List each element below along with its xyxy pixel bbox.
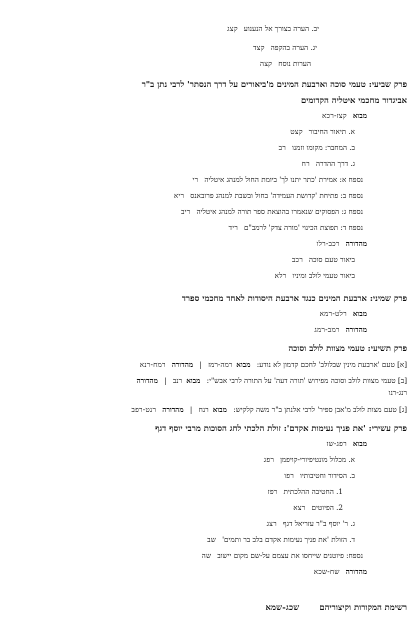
- toc-entry: [290, 127, 355, 137]
- toc-entry: [229, 223, 363, 233]
- entry-label: נספח ב: פתיחת 'קדושת העמידה' בחול ובשבת למנהג פרובאנס: [190, 191, 363, 200]
- entry-page: רי: [192, 175, 199, 184]
- edition-label: מהדורה: [162, 405, 184, 414]
- toc-entry: [326, 439, 367, 449]
- entry-page: רצא: [293, 503, 306, 512]
- entry-label: נספח ד: תפוצת הכינוי 'מורה צדק' לרמב"ם: [244, 223, 363, 232]
- entry-label: מהדורה: [345, 325, 367, 334]
- entry-label: נספח: פיוטנים שייחסו את עצמם על-שם מקום יישוב: [217, 551, 363, 560]
- entry-page: ריא: [173, 191, 185, 200]
- entry-page: קצה: [259, 59, 273, 68]
- entry-label: נספח א: אמירת 'כתר יתנו לך' ביומת החול למנהג איטליה: [204, 175, 363, 184]
- entry-label: יב. הערה בצורך אל הנענוע: [243, 24, 319, 33]
- toc-entry: [174, 191, 363, 201]
- entry-page: קצג: [227, 24, 238, 33]
- entry-label: ג. דרך ההדרה: [315, 159, 355, 168]
- entry-page: רפג-שז: [326, 439, 347, 448]
- entry-page: קצז-רכא: [322, 111, 347, 120]
- toc-entry: [284, 471, 355, 481]
- bibliography-label: רשימת המקורות וקיצוריהם: [319, 602, 407, 612]
- edition-label: מהדורה: [136, 376, 158, 385]
- entry-label: [א] טעם 'ארבעת מינין שבלולב' לחכם קדמון לא נודע:: [256, 360, 407, 369]
- entry-page: רח: [301, 159, 310, 168]
- entry-label: ב. הסידור וחטיבותיו: [300, 471, 355, 480]
- toc-entry: [ב] טעמי מצוות לולב וסוכה מפירוש 'תורה דעה' על התורה לרבי אבש"י: מבוארנב | מהדורה: [136, 376, 407, 385]
- chapter-heading: פרק תשיעי: טעמי מצוות לולב וסוכה: [288, 343, 407, 353]
- entry-label: ביאור טעמי לולב ומיניו: [292, 271, 355, 280]
- entry-page: ריד: [228, 223, 239, 232]
- toc-entry: [275, 271, 355, 281]
- toc-entry: [227, 24, 319, 34]
- edition-page: רנט-רפב: [131, 405, 157, 414]
- entry-page: רפג: [263, 455, 275, 464]
- toc-entry: [260, 59, 311, 69]
- entry-label: ב. המחבר: מקומו וזמנו: [292, 143, 355, 152]
- toc-entry: [264, 455, 355, 465]
- entry-label: הערות נוסח: [278, 59, 311, 68]
- entry-label: [ב] טעמי מצוות לולב וסוכה מפירוש 'תורה דעה' על התורה לרבי אבש"י:: [206, 376, 407, 385]
- entry-label: א. תיאור החיבור: [308, 127, 355, 136]
- entry-label: מבוא: [352, 309, 367, 318]
- entry-page: רנג-רנו: [388, 388, 407, 397]
- entry-page: רפז: [267, 487, 278, 496]
- entry-label: נספח ג: הפסוקים שנאמרו בהוצאת ספר תורה למנהג איטליה: [196, 207, 363, 216]
- intro-page: רמה-רמז: [208, 360, 233, 369]
- toc-entry: [302, 159, 355, 169]
- toc-entry: [253, 43, 317, 53]
- toc-entry: [267, 519, 355, 529]
- entry-label: ד. הזולת 'את פניך נעימות אקדם בלב בר ותמים': [222, 535, 355, 544]
- chapter-heading: פרק שביעי: טעמי סוכה וארבעת המינים מ'ביאורים על דרך הנסתר' לרבי נתן ב"ר: [141, 79, 407, 89]
- entry-label: [ג] טעם מצות לולב מ'אבן ספיר' לרבי אלנתן ב"ר משה קלקיש:: [233, 405, 407, 414]
- entry-label: 2. הפיוטים: [311, 503, 343, 512]
- toc-entry: [314, 325, 367, 335]
- entry-label: מבוא: [352, 111, 367, 120]
- toc-entry: [317, 239, 367, 249]
- entry-label: מהדורה: [345, 567, 367, 576]
- entry-label: ג. ר' יוסף ב"ר עזריאל דגף: [282, 519, 355, 528]
- entry-page: שה: [201, 551, 212, 560]
- intro-page: רנח: [198, 405, 209, 414]
- entry-page: רצג: [266, 519, 277, 528]
- toc-entry: [202, 551, 363, 561]
- toc-entry: [268, 487, 343, 497]
- entry-label: 1. החטיבה ההלכתית: [283, 487, 343, 496]
- toc-entry: [320, 309, 367, 319]
- toc-entry: [293, 503, 343, 513]
- toc-entry: [207, 535, 355, 545]
- toc-entry: [314, 567, 367, 577]
- entry-page: ריב: [181, 207, 191, 216]
- chapter-heading: פרק עשירי: 'את פניך נעימות אקדם': זולת הלכתי לחג הסוכות מרבי יוסף דגף: [155, 423, 407, 433]
- toc-entry: [279, 143, 355, 153]
- entry-page: רלט-רמא: [319, 309, 347, 318]
- edition-label: מהדורה: [171, 360, 194, 369]
- intro-page: רנב: [172, 376, 183, 385]
- entry-page: רב: [278, 143, 286, 152]
- intro-label: מבוא: [212, 405, 227, 414]
- toc-entry: [292, 255, 355, 265]
- toc-entry: [181, 207, 363, 217]
- entry-page: רכב: [291, 255, 303, 264]
- bibliography-page: שכג-שמא: [265, 602, 300, 612]
- intro-label: מבוא: [186, 376, 201, 385]
- entry-page: רפו: [284, 471, 295, 480]
- entry-page: רלא: [274, 271, 287, 280]
- chapter-heading: פרק שמיני: ארבעת המינים כנגד ארבעת היסודות לאחד מחכמי ספרד: [181, 293, 407, 303]
- entry-label: מהדורה: [345, 239, 367, 248]
- intro-label: מבוא: [236, 360, 251, 369]
- toc-entry: [193, 175, 363, 185]
- entry-label: א. מכלול מונטיפיורי-קויפמן: [280, 455, 355, 464]
- toc-entry: [א] טעם 'ארבעת מינין שבלולב' לחכם קדמון לא נודע: מבוארמה-רמז | מהדורהרמח-רנא: [139, 360, 407, 369]
- entry-page: קצט: [290, 127, 303, 136]
- toc-entry-continued: [389, 388, 407, 398]
- chapter-heading-cont: אביגדור מחכמי איטליה הקדומים: [300, 95, 407, 105]
- entry-page: שח-שכא: [313, 567, 340, 576]
- entry-label: יג. הערה בהקפה: [270, 43, 317, 52]
- entry-page: קצד: [253, 43, 265, 52]
- entry-label: ביאור טעם סוכה: [308, 255, 355, 264]
- bibliography-entry: [0, 602, 407, 612]
- entry-page: שב: [207, 535, 217, 544]
- entry-page: רכב-רלו: [316, 239, 340, 248]
- entry-label: מבוא: [352, 439, 367, 448]
- entry-page: רמב-רמג: [314, 325, 340, 334]
- edition-page: רמח-רנא: [139, 360, 166, 369]
- toc-entry: [322, 111, 367, 121]
- toc-entry: [ג] טעם מצות לולב מ'אבן ספיר' לרבי אלנתן ב"ר משה קלקיש: מבוארנח | מהדורהרנט-רפב: [131, 405, 407, 414]
